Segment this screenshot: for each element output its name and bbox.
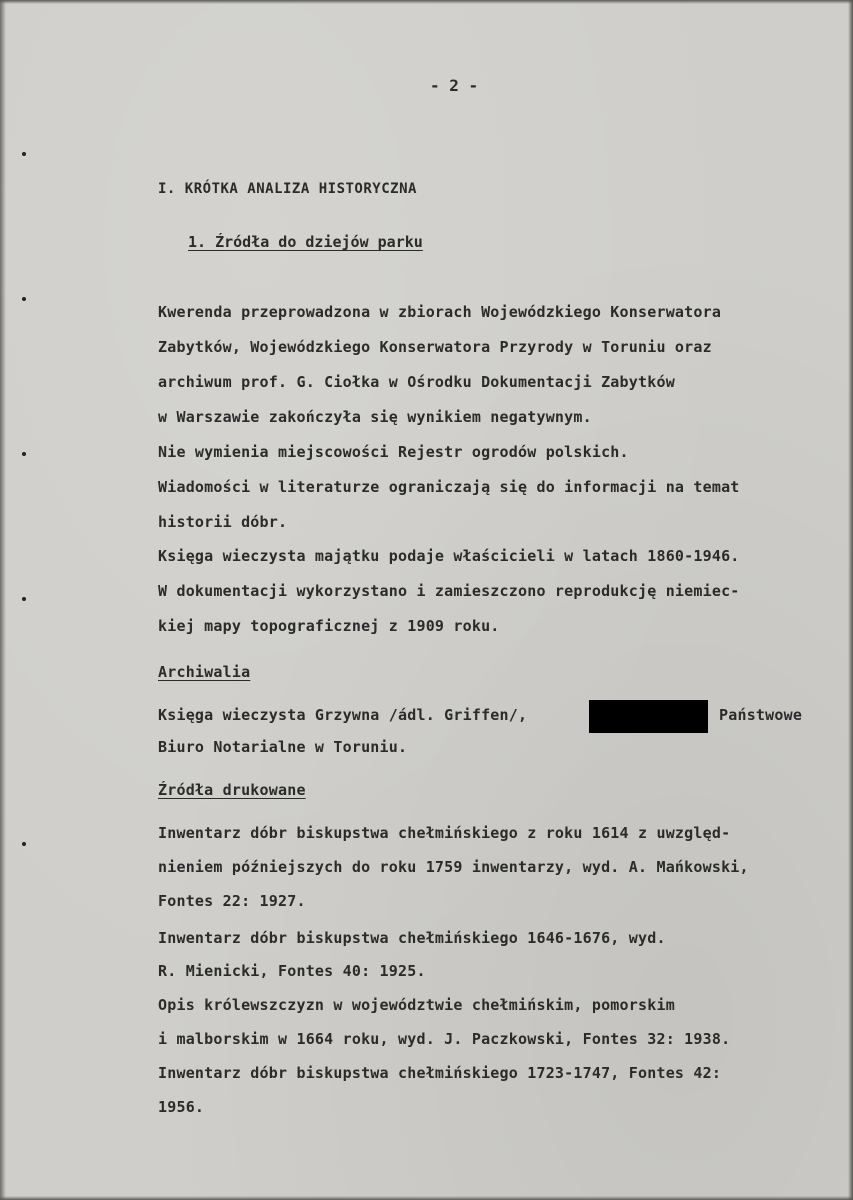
section-heading: I. KRÓTKA ANALIZA HISTORYCZNA: [158, 181, 417, 197]
archiwalia-heading: Archiwalia: [158, 663, 251, 681]
scan-edge-bottom: [0, 1196, 853, 1200]
zrodla-drukowane-heading: Źródła drukowane: [158, 781, 306, 799]
paragraph-line: kiej mapy topograficznej z 1909 roku.: [158, 617, 500, 635]
paragraph-line: archiwum prof. G. Ciołka w Ośrodku Dokumentacji Zabytków: [158, 373, 675, 391]
punch-hole-mark: [22, 597, 26, 601]
bibliography-line: Fontes 22: 1927.: [158, 892, 306, 910]
punch-hole-mark: [22, 152, 26, 156]
bibliography-line: Inwentarz dóbr biskupstwa chełmińskiego 1646-1676, wyd.: [158, 929, 666, 947]
bibliography-line: i malborskim w 1664 roku, wyd. J. Paczkowski, Fontes 32: 1938.: [158, 1030, 731, 1048]
paragraph-line: Księga wieczysta majątku podaje właścicieli w latach 1860-1946.: [158, 547, 740, 565]
paragraph-line: W dokumentacji wykorzystano i zamieszczono reprodukcję niemiec-: [158, 582, 740, 600]
bibliography-line: Inwentarz dóbr biskupstwa chełmińskiego z roku 1614 z uwzględ-: [158, 824, 731, 842]
subsection-heading: 1. Źródła do dziejów parku: [188, 233, 423, 251]
scan-edge-left: [0, 0, 6, 1200]
paragraph-line: w Warszawie zakończyła się wynikiem negatywnym.: [158, 408, 592, 426]
punch-hole-mark: [22, 297, 26, 301]
punch-hole-mark: [22, 842, 26, 846]
scan-edge-top: [0, 0, 853, 4]
paragraph-line: historii dóbr.: [158, 513, 288, 531]
archiwalia-entry-continued: Państwowe: [719, 706, 803, 724]
scan-edge-right: [848, 0, 853, 1200]
paragraph-line: Nie wymienia miejscowości Rejestr ogrodów polskich.: [158, 443, 629, 461]
bibliography-line: 1956.: [158, 1098, 205, 1116]
bibliography-line: Inwentarz dóbr biskupstwa chełmińskiego 1723-1747, Fontes 42:: [158, 1064, 722, 1082]
redaction-box: [589, 700, 708, 733]
page-number: - 2 -: [430, 76, 479, 95]
bibliography-line: R. Mienicki, Fontes 40: 1925.: [158, 962, 426, 980]
paragraph-line: Wiadomości w literaturze ograniczają się do informacji na temat: [158, 478, 740, 496]
bibliography-line: nieniem późniejszych do roku 1759 inwentarzy, wyd. A. Mańkowski,: [158, 858, 749, 876]
bibliography-line: Opis królewszczyzn w województwie chełmińskim, pomorskim: [158, 996, 675, 1014]
paragraph-line: Zabytków, Wojewódzkiego Konserwatora Przyrody w Toruniu oraz: [158, 338, 712, 356]
punch-hole-mark: [22, 452, 26, 456]
archiwalia-entry: Księga wieczysta Grzywna /ádl. Griffen/,: [158, 706, 528, 724]
archiwalia-entry-line: Biuro Notarialne w Toruniu.: [158, 738, 408, 756]
paragraph-line: Kwerenda przeprowadzona w zbiorach Wojewódzkiego Konserwatora: [158, 303, 722, 321]
